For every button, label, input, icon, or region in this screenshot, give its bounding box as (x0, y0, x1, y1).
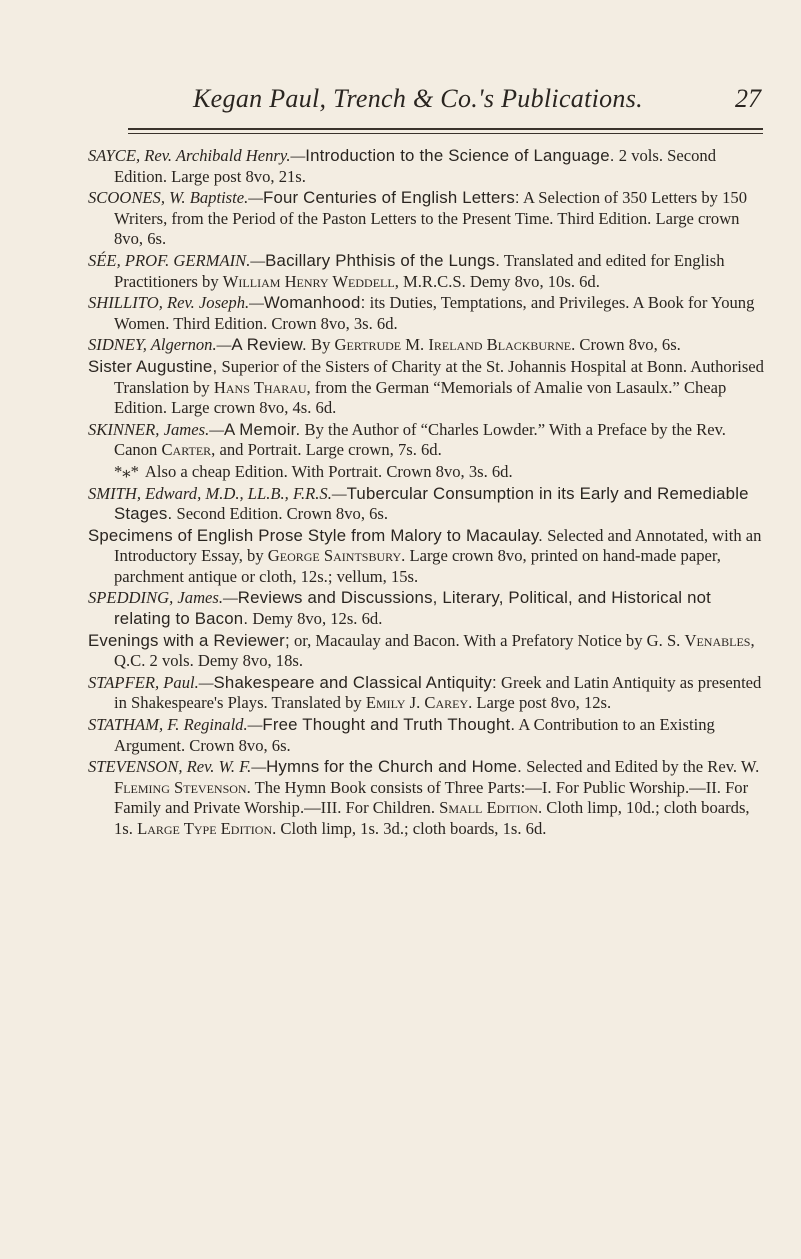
entry-text: By the Author of “Charles Lowder.” With a Preface by the Rev. Canon (114, 419, 726, 460)
entry-title: Shakespeare and Classical Antiquity: (213, 672, 497, 692)
catalogue-entry (88, 484, 765, 525)
edition-name: Small Edition (439, 798, 538, 818)
catalogue-entry (88, 357, 765, 419)
entry-text: its Duties, Temptations, and Privileges. A Book for Young Women. Third Edition. Crown 8vo, 3s. 6d. (114, 293, 755, 333)
edition-name: Large Type Edition (137, 819, 273, 838)
running-title: Kegan Paul, Trench & Co.'s Publications. (193, 84, 643, 113)
page-header (135, 84, 761, 124)
header-rule (128, 128, 763, 134)
entry-author: SPEDDING, James.— (88, 588, 238, 608)
entry-text: . Crown 8vo, 6s. (571, 335, 681, 355)
entry-text: A Selection of 350 Letters by 150 Writers, from the Period of the Paston Letters to the Present Time. Third Edition. Large crown 8vo, 6s. (114, 188, 748, 249)
entry-author: SIDNEY, Algernon.— (88, 335, 232, 355)
entry-name: Hans Tharau (213, 377, 307, 397)
entry-title: Introduction to the Science of Language. (305, 146, 615, 165)
catalogue-entry (88, 631, 765, 672)
entry-author: SÉE, PROF. GERMAIN.— (88, 250, 266, 270)
entry-text: Translated and edited for English Practitioners by (114, 250, 725, 291)
entry-text: By (306, 335, 335, 355)
entry-title: Four Centuries of English Letters: (263, 188, 520, 208)
entry-author: STEVENSON, Rev. W. F.— (88, 757, 267, 777)
entry-title: Evenings with a Reviewer; (88, 630, 290, 650)
entry-text: Selected and Annotated, with an Introductory Essay, by (114, 525, 762, 566)
entry-title: Reviews and Discussions, Literary, Political, and Historical not relating to Bacon. (114, 588, 712, 629)
catalogue-entry (88, 673, 765, 714)
entry-title: Womanhood: (263, 293, 366, 313)
catalogue-entry (88, 757, 765, 839)
entry-text: or, Macaulay and Bacon. With a Prefatory Notice by G. S. (289, 630, 685, 650)
entry-author: SMITH, Edward, M.D., LL.B., F.R.S.— (88, 483, 347, 503)
entry-text: . Cloth limp, 10d.; cloth boards, 1s. (114, 798, 750, 838)
entry-author: SKINNER, James.— (88, 419, 224, 439)
catalogue-entry (88, 420, 765, 461)
entry-author: SHILLITO, Rev. Joseph.— (88, 293, 264, 313)
entry-title: A Memoir. (223, 419, 301, 439)
entry-title: Sister Augustine, (88, 356, 218, 376)
entry-name: Carter (161, 440, 212, 460)
entry-name: Gertrude M. Ireland Blackburne (334, 335, 572, 355)
entry-author: STAPFER, Paul.— (88, 672, 214, 692)
entry-text: Second Edition. Crown 8vo, 6s. (172, 504, 389, 524)
entry-text: , Q.C. 2 vols. Demy 8vo, 18s. (114, 630, 755, 671)
entry-text: , M.R.C.S. Demy 8vo, 10s. 6d. (394, 271, 600, 291)
entry-text: . Large post 8vo, 12s. (468, 693, 612, 713)
catalogue-entry (88, 588, 765, 629)
entry-title: Tubercular Consumption in its Early and Remediable Stages. (114, 483, 749, 524)
entry-title: Hymns for the Church and Home. (266, 757, 523, 777)
catalogue-entry-note (88, 462, 765, 483)
entry-author: STATHAM, F. Reginald.— (88, 715, 263, 735)
catalogue-entry (88, 251, 765, 292)
entry-text: Selected and Edited by the Rev. W. (522, 757, 760, 777)
entry-title: Bacillary Phthisis of the Lungs. (265, 250, 501, 270)
catalogue-entry (88, 335, 765, 356)
entry-title: Free Thought and Truth Thought. (262, 715, 516, 735)
entry-author: SAYCE, Rev. Archibald Henry.— (88, 146, 306, 165)
entry-text: Demy 8vo, 12s. 6d. (248, 609, 383, 629)
entry-text: . The Hymn Book consists of Three Parts:—I. For Public Worship.—II. For Family and Private Worship.—III. For Children. (114, 777, 749, 818)
entry-name: Emily J. Carey (365, 693, 469, 713)
entry-text: Also a cheap Edition. With Portrait. Crown 8vo, 3s. 6d. (144, 461, 513, 481)
entry-text: , and Portrait. Large crown, 7s. 6d. (211, 440, 442, 460)
entry-text: Greek and Latin Antiquity as presented in Shakespeare's Plays. Translated by (114, 672, 762, 713)
catalogue-entry (88, 293, 765, 334)
entry-author: SCOONES, W. Baptiste.— (88, 188, 264, 208)
catalogue-entry (88, 715, 765, 756)
catalogue-list (88, 146, 765, 841)
catalogue-entry (88, 188, 765, 250)
entry-name: William Henry Weddell (222, 271, 395, 291)
entry-text: . Large crown 8vo, printed on hand-made paper, parchment antique or cloth, 12s.; vellum, 15s. (114, 546, 721, 586)
entry-text: Superior of the Sisters of Charity at the St. Johannis Hospital at Bonn. Authorised Translation by (114, 356, 764, 397)
asterism-mark: *⁎* (114, 461, 139, 481)
catalogue-entry (88, 526, 765, 588)
entry-title: Specimens of English Prose Style from Malory to Macaulay. (88, 525, 544, 545)
page-number: 27 (735, 84, 761, 113)
entry-title: A Review. (231, 335, 307, 355)
entry-text: 2 vols. Second Edition. Large post 8vo, 21s. (114, 146, 716, 186)
entry-name: Fleming Stevenson (114, 777, 247, 797)
entry-text: . Cloth limp, 1s. 3d.; cloth boards, 1s. 6d. (272, 819, 547, 838)
entry-name: Venables (684, 630, 751, 650)
catalogue-entry (88, 146, 765, 187)
entry-name: George Saintsbury (267, 546, 402, 566)
entry-text: A Contribution to an Existing Argument. Crown 8vo, 6s. (114, 715, 715, 755)
entry-text: , from the German “Memorials of Amalie von Lasaulx.” Cheap Edition. Large crown 8vo, 4s. 6d. (114, 377, 727, 418)
